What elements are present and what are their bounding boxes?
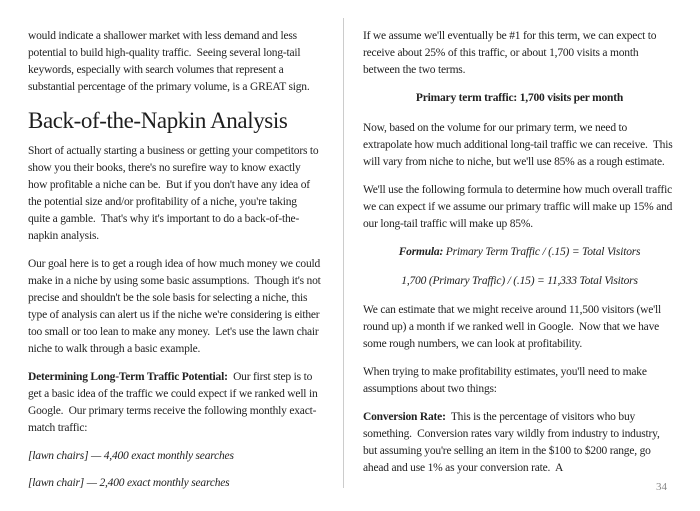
- search-volume-stat: [lawn chairs] — 4,400 exact monthly searches: [28, 450, 234, 462]
- paragraph-text: Our first step is to get a basic idea of the traffic we could expect if we ranked well in Google. Our primary terms receive the following monthly exact-match traffic:: [28, 371, 321, 434]
- paragraph: [28, 369, 321, 437]
- section-heading: Back-of-the-Napkin Analysis: [28, 108, 288, 133]
- paragraph: would indicate a shallower market with less demand and less potential to build high-quality traffic. Seeing several long-tail keywords, especially with search volumes that represent a substantial percentage of the primary volume, is a GREAT sign.: [28, 30, 310, 93]
- paragraph: [363, 409, 676, 477]
- formula-text: Primary Term Traffic / (.15) = Total Visitors: [443, 246, 641, 258]
- traffic-callout: Primary term traffic: 1,700 visits per month: [415, 92, 624, 104]
- paragraph: We can estimate that we might receive around 11,500 visitors (we'll round up) a month if we ranked well in Google. Now that we have some rough numbers, we can look at profitability.: [363, 304, 664, 350]
- paragraph: If we assume we'll eventually be #1 for this term, we can expect to receive about 25% of this traffic, or about 1,700 visits a month between the two terms.: [363, 30, 660, 76]
- paragraph: We'll use the following formula to determine how much overall traffic we can expect if we assume our primary traffic will make up 15% and our long-tail traffic will make up 85%.: [363, 184, 675, 230]
- two-column-layout: [28, 28, 674, 502]
- search-volume-stat: [lawn chair] — 2,400 exact monthly searches: [28, 477, 230, 489]
- formula-label: Formula:: [398, 246, 444, 258]
- column-divider: [343, 18, 344, 488]
- formula: [363, 244, 676, 261]
- formula-example: 1,700 (Primary Traffic) / (.15) = 11,333 Total Visitors: [401, 275, 638, 287]
- page-number: 34: [656, 481, 667, 493]
- right-column: [363, 28, 676, 488]
- paragraph: Now, based on the volume for our primary term, we need to extrapolate how much additional long-tail traffic we can receive. This will vary from niche to niche, but we'll use 85% as a rough estimate.: [363, 122, 676, 168]
- paragraph: When trying to make profitability estimates, you'll need to make assumptions about two things:: [363, 366, 650, 395]
- bold-lead: Conversion Rate:: [363, 411, 446, 423]
- paragraph-text: This is the percentage of visitors who buy something. Conversion rates vary wildly from industry to industry, but assuming you're selling an item in the $100 to $200 range, go ahead and use 1% as your conversion rate. A: [363, 411, 663, 474]
- bold-lead: Determining Long-Term Traffic Potential:: [28, 371, 228, 383]
- paragraph: Our goal here is to get a rough idea of how much money we could make in a niche by using some basic assumptions. Though it's not precise and shouldn't be the sole basis for selecting a niche, this type of analysis can alert us if the niche we're considering is either too small or too lean to make any money. Let's use the lawn chair niche to walk through a basic example.: [28, 258, 324, 355]
- paragraph: Short of actually starting a business or getting your competitors to show you their books, there's no surefire way to know exactly how profitable a niche can be. But if you don't have any idea of the potential size and/or profitability of a niche, you're taking quite a gamble. That's why it's important to do a back-of-the-napkin analysis.: [28, 145, 322, 242]
- left-column: [28, 28, 324, 502]
